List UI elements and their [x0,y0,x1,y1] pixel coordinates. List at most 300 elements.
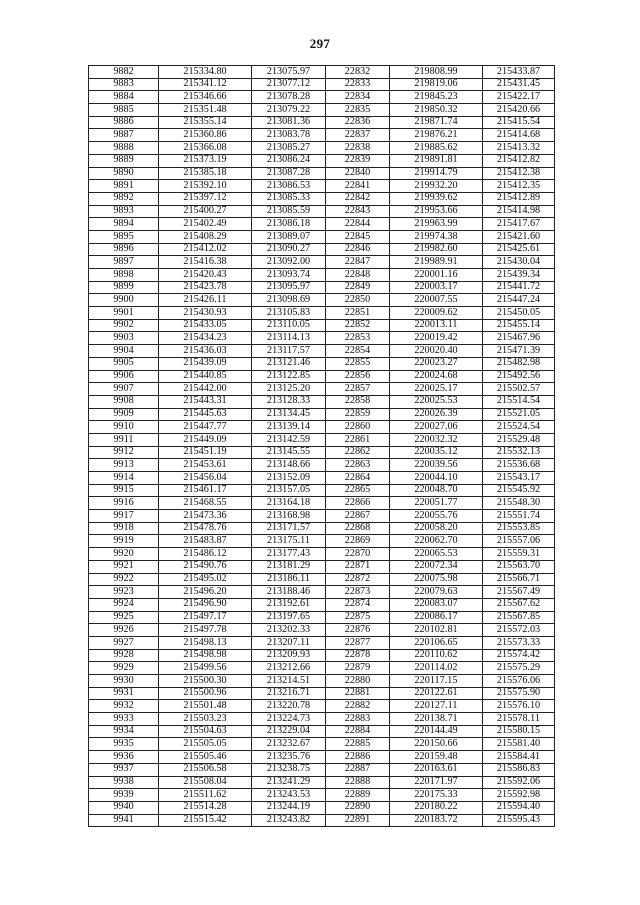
x-coordinate-2-cell: 219808.99 [390,66,483,79]
table-row [89,408,555,421]
point-number-2-cell: 22867 [326,510,390,523]
point-number-2-cell: 22879 [326,662,390,675]
y-coordinate-2-cell: 215502.57 [483,383,555,396]
x-coordinate-cell: 215385.18 [159,167,252,180]
point-number-2-cell: 22850 [326,294,390,307]
table-row [89,535,555,548]
x-coordinate-cell: 215498.13 [159,636,252,649]
point-number-2-cell: 22875 [326,611,390,624]
point-number-cell: 9939 [89,789,159,802]
y-coordinate-cell: 213122.85 [252,370,326,383]
point-number-cell: 9882 [89,66,159,79]
point-number-2-cell: 22841 [326,180,390,193]
x-coordinate-cell: 215397.12 [159,192,252,205]
table-row [89,611,555,624]
x-coordinate-cell: 215500.30 [159,675,252,688]
y-coordinate-2-cell: 215414.98 [483,205,555,218]
x-coordinate-2-cell: 220086.17 [390,611,483,624]
x-coordinate-cell: 215355.14 [159,116,252,129]
point-number-cell: 9928 [89,649,159,662]
x-coordinate-2-cell: 220001.16 [390,269,483,282]
x-coordinate-2-cell: 220110.62 [390,649,483,662]
x-coordinate-2-cell: 219953.66 [390,205,483,218]
point-number-2-cell: 22842 [326,192,390,205]
point-number-2-cell: 22833 [326,78,390,91]
y-coordinate-2-cell: 215471.39 [483,345,555,358]
table-row [89,586,555,599]
table-row [89,636,555,649]
y-coordinate-cell: 213175.11 [252,535,326,548]
y-coordinate-2-cell: 215578.11 [483,713,555,726]
y-coordinate-2-cell: 215412.38 [483,167,555,180]
table-row [89,801,555,814]
x-coordinate-2-cell: 219914.79 [390,167,483,180]
x-coordinate-cell: 215434.23 [159,332,252,345]
x-coordinate-cell: 215505.05 [159,738,252,751]
point-number-cell: 9927 [89,636,159,649]
x-coordinate-cell: 215499.56 [159,662,252,675]
x-coordinate-2-cell: 220180.22 [390,801,483,814]
point-number-2-cell: 22860 [326,421,390,434]
x-coordinate-cell: 215447.77 [159,421,252,434]
y-coordinate-cell: 213089.07 [252,230,326,243]
point-number-cell: 9916 [89,497,159,510]
x-coordinate-cell: 215360.86 [159,129,252,142]
point-number-cell: 9892 [89,192,159,205]
x-coordinate-cell: 215346.66 [159,91,252,104]
x-coordinate-cell: 215501.48 [159,700,252,713]
point-number-cell: 9901 [89,307,159,320]
x-coordinate-2-cell: 220019.42 [390,332,483,345]
point-number-2-cell: 22891 [326,814,390,827]
table-row [89,142,555,155]
x-coordinate-cell: 215433.05 [159,319,252,332]
y-coordinate-cell: 213090.27 [252,243,326,256]
point-number-cell: 9932 [89,700,159,713]
y-coordinate-2-cell: 215584.41 [483,751,555,764]
y-coordinate-2-cell: 215413.32 [483,142,555,155]
y-coordinate-2-cell: 215557.06 [483,535,555,548]
table-row [89,116,555,129]
point-number-2-cell: 22858 [326,395,390,408]
point-number-2-cell: 22869 [326,535,390,548]
point-number-2-cell: 22885 [326,738,390,751]
point-number-2-cell: 22888 [326,776,390,789]
point-number-2-cell: 22881 [326,687,390,700]
y-coordinate-cell: 213220.78 [252,700,326,713]
y-coordinate-cell: 213092.00 [252,256,326,269]
point-number-2-cell: 22839 [326,154,390,167]
point-number-cell: 9909 [89,408,159,421]
x-coordinate-cell: 215443.31 [159,395,252,408]
table-row [89,319,555,332]
table-row [89,78,555,91]
point-number-cell: 9899 [89,281,159,294]
y-coordinate-cell: 213229.04 [252,725,326,738]
y-coordinate-2-cell: 215455.14 [483,319,555,332]
y-coordinate-cell: 213232.67 [252,738,326,751]
point-number-cell: 9905 [89,357,159,370]
x-coordinate-2-cell: 220035.12 [390,446,483,459]
x-coordinate-2-cell: 220025.53 [390,395,483,408]
y-coordinate-2-cell: 215567.62 [483,598,555,611]
y-coordinate-cell: 213075.97 [252,66,326,79]
y-coordinate-cell: 213216.71 [252,687,326,700]
x-coordinate-2-cell: 220044.10 [390,472,483,485]
y-coordinate-cell: 213241.29 [252,776,326,789]
y-coordinate-cell: 213145.55 [252,446,326,459]
point-number-cell: 9940 [89,801,159,814]
y-coordinate-cell: 213093.74 [252,269,326,282]
point-number-cell: 9931 [89,687,159,700]
point-number-cell: 9934 [89,725,159,738]
x-coordinate-cell: 215408.29 [159,230,252,243]
x-coordinate-2-cell: 219871.74 [390,116,483,129]
point-number-cell: 9936 [89,751,159,764]
point-number-cell: 9919 [89,535,159,548]
x-coordinate-cell: 215478.76 [159,522,252,535]
y-coordinate-2-cell: 215529.48 [483,433,555,446]
x-coordinate-2-cell: 220009.62 [390,307,483,320]
point-number-2-cell: 22871 [326,560,390,573]
y-coordinate-cell: 213207.11 [252,636,326,649]
x-coordinate-2-cell: 220023.27 [390,357,483,370]
y-coordinate-2-cell: 215559.31 [483,548,555,561]
table-row [89,484,555,497]
point-number-cell: 9890 [89,167,159,180]
x-coordinate-cell: 215496.20 [159,586,252,599]
table-row [89,192,555,205]
point-number-cell: 9908 [89,395,159,408]
table-row [89,256,555,269]
point-number-2-cell: 22835 [326,104,390,117]
x-coordinate-2-cell: 220150.66 [390,738,483,751]
y-coordinate-cell: 213117.57 [252,345,326,358]
x-coordinate-cell: 215504.63 [159,725,252,738]
x-coordinate-cell: 215420.43 [159,269,252,282]
y-coordinate-2-cell: 215433.87 [483,66,555,79]
point-number-2-cell: 22852 [326,319,390,332]
y-coordinate-2-cell: 215575.29 [483,662,555,675]
x-coordinate-2-cell: 220114.02 [390,662,483,675]
y-coordinate-2-cell: 215592.06 [483,776,555,789]
table-row [89,725,555,738]
x-coordinate-2-cell: 220039.56 [390,459,483,472]
x-coordinate-cell: 215461.17 [159,484,252,497]
x-coordinate-cell: 215515.42 [159,814,252,827]
y-coordinate-cell: 213087.28 [252,167,326,180]
x-coordinate-2-cell: 220183.72 [390,814,483,827]
table-row [89,281,555,294]
y-coordinate-2-cell: 215420.66 [483,104,555,117]
y-coordinate-cell: 213079.22 [252,104,326,117]
point-number-cell: 9913 [89,459,159,472]
y-coordinate-2-cell: 215524.54 [483,421,555,434]
x-coordinate-2-cell: 220079.63 [390,586,483,599]
point-number-cell: 9906 [89,370,159,383]
x-coordinate-cell: 215514.28 [159,801,252,814]
table-row [89,66,555,79]
point-number-2-cell: 22880 [326,675,390,688]
point-number-cell: 9924 [89,598,159,611]
table-row [89,395,555,408]
y-coordinate-cell: 213098.69 [252,294,326,307]
y-coordinate-2-cell: 215543.17 [483,472,555,485]
point-number-2-cell: 22857 [326,383,390,396]
y-coordinate-2-cell: 215551.74 [483,510,555,523]
y-coordinate-2-cell: 215553.85 [483,522,555,535]
point-number-2-cell: 22883 [326,713,390,726]
point-number-cell: 9889 [89,154,159,167]
y-coordinate-2-cell: 215581.40 [483,738,555,751]
table-row [89,294,555,307]
y-coordinate-cell: 213214.51 [252,675,326,688]
point-number-cell: 9884 [89,91,159,104]
point-number-cell: 9926 [89,624,159,637]
x-coordinate-2-cell: 220055.76 [390,510,483,523]
x-coordinate-2-cell: 220026.39 [390,408,483,421]
x-coordinate-cell: 215468.55 [159,497,252,510]
point-number-cell: 9883 [89,78,159,91]
x-coordinate-2-cell: 220025.17 [390,383,483,396]
x-coordinate-2-cell: 220075.98 [390,573,483,586]
point-number-cell: 9935 [89,738,159,751]
y-coordinate-2-cell: 215576.06 [483,675,555,688]
point-number-2-cell: 22865 [326,484,390,497]
y-coordinate-2-cell: 215536.68 [483,459,555,472]
point-number-cell: 9888 [89,142,159,155]
x-coordinate-cell: 215426.11 [159,294,252,307]
table-row [89,675,555,688]
table-row [89,243,555,256]
x-coordinate-2-cell: 220032.32 [390,433,483,446]
x-coordinate-2-cell: 220024.68 [390,370,483,383]
x-coordinate-2-cell: 220122.61 [390,687,483,700]
point-number-2-cell: 22862 [326,446,390,459]
y-coordinate-cell: 213152.09 [252,472,326,485]
x-coordinate-cell: 215430.93 [159,307,252,320]
point-number-2-cell: 22840 [326,167,390,180]
y-coordinate-cell: 213164.18 [252,497,326,510]
table-row [89,459,555,472]
point-number-cell: 9922 [89,573,159,586]
point-number-cell: 9902 [89,319,159,332]
table-row [89,129,555,142]
table-row [89,598,555,611]
table-row [89,624,555,637]
y-coordinate-cell: 213128.33 [252,395,326,408]
point-number-2-cell: 22877 [326,636,390,649]
table-row [89,738,555,751]
point-number-cell: 9893 [89,205,159,218]
point-number-cell: 9894 [89,218,159,231]
point-number-cell: 9898 [89,269,159,282]
table-row [89,307,555,320]
y-coordinate-2-cell: 215414.68 [483,129,555,142]
table-row [89,700,555,713]
point-number-2-cell: 22873 [326,586,390,599]
y-coordinate-cell: 213171.57 [252,522,326,535]
y-coordinate-cell: 213110.05 [252,319,326,332]
x-coordinate-2-cell: 220138.71 [390,713,483,726]
y-coordinate-cell: 213224.73 [252,713,326,726]
x-coordinate-cell: 215442.00 [159,383,252,396]
point-number-cell: 9917 [89,510,159,523]
point-number-cell: 9896 [89,243,159,256]
point-number-cell: 9886 [89,116,159,129]
y-coordinate-2-cell: 215430.04 [483,256,555,269]
x-coordinate-2-cell: 219932.20 [390,180,483,193]
y-coordinate-2-cell: 215545.92 [483,484,555,497]
point-number-2-cell: 22848 [326,269,390,282]
y-coordinate-2-cell: 215412.82 [483,154,555,167]
x-coordinate-2-cell: 220175.33 [390,789,483,802]
point-number-2-cell: 22845 [326,230,390,243]
table-row [89,751,555,764]
y-coordinate-2-cell: 215415.54 [483,116,555,129]
y-coordinate-cell: 213105.83 [252,307,326,320]
x-coordinate-2-cell: 220171.97 [390,776,483,789]
table-row [89,332,555,345]
point-number-2-cell: 22868 [326,522,390,535]
table-row [89,370,555,383]
point-number-cell: 9923 [89,586,159,599]
table-row [89,104,555,117]
point-number-cell: 9885 [89,104,159,117]
x-coordinate-cell: 215453.61 [159,459,252,472]
y-coordinate-2-cell: 215567.85 [483,611,555,624]
point-number-2-cell: 22863 [326,459,390,472]
x-coordinate-cell: 215445.63 [159,408,252,421]
x-coordinate-cell: 215436.03 [159,345,252,358]
x-coordinate-cell: 215449.09 [159,433,252,446]
y-coordinate-cell: 213186.11 [252,573,326,586]
y-coordinate-2-cell: 215514.54 [483,395,555,408]
point-number-2-cell: 22887 [326,763,390,776]
x-coordinate-2-cell: 220003.17 [390,281,483,294]
y-coordinate-cell: 213121.46 [252,357,326,370]
y-coordinate-2-cell: 215412.89 [483,192,555,205]
table-row [89,167,555,180]
x-coordinate-cell: 215495.02 [159,573,252,586]
x-coordinate-cell: 215412.02 [159,243,252,256]
point-number-2-cell: 22889 [326,789,390,802]
table-row [89,789,555,802]
y-coordinate-2-cell: 215447.24 [483,294,555,307]
point-number-2-cell: 22890 [326,801,390,814]
point-number-cell: 9930 [89,675,159,688]
x-coordinate-2-cell: 219891.81 [390,154,483,167]
point-number-2-cell: 22876 [326,624,390,637]
y-coordinate-2-cell: 215594.40 [483,801,555,814]
y-coordinate-2-cell: 215580.15 [483,725,555,738]
y-coordinate-2-cell: 215586.83 [483,763,555,776]
y-coordinate-2-cell: 215467.96 [483,332,555,345]
x-coordinate-2-cell: 220102.81 [390,624,483,637]
point-number-2-cell: 22854 [326,345,390,358]
x-coordinate-cell: 215351.48 [159,104,252,117]
y-coordinate-cell: 213095.97 [252,281,326,294]
point-number-2-cell: 22874 [326,598,390,611]
x-coordinate-cell: 215334.80 [159,66,252,79]
table-row [89,91,555,104]
table-row [89,345,555,358]
x-coordinate-2-cell: 219989.91 [390,256,483,269]
x-coordinate-2-cell: 220083.07 [390,598,483,611]
table-row [89,433,555,446]
point-number-cell: 9937 [89,763,159,776]
table-row [89,357,555,370]
y-coordinate-cell: 213086.53 [252,180,326,193]
y-coordinate-cell: 213181.29 [252,560,326,573]
point-number-cell: 9918 [89,522,159,535]
x-coordinate-2-cell: 220051.77 [390,497,483,510]
point-number-2-cell: 22843 [326,205,390,218]
y-coordinate-2-cell: 215573.33 [483,636,555,649]
x-coordinate-cell: 215498.98 [159,649,252,662]
point-number-2-cell: 22882 [326,700,390,713]
x-coordinate-2-cell: 219845.23 [390,91,483,104]
x-coordinate-cell: 215373.19 [159,154,252,167]
table-row [89,713,555,726]
point-number-cell: 9900 [89,294,159,307]
point-number-cell: 9912 [89,446,159,459]
y-coordinate-2-cell: 215572.03 [483,624,555,637]
table-row [89,154,555,167]
y-coordinate-cell: 213134.45 [252,408,326,421]
page-number: 297 [309,36,331,51]
point-number-cell: 9921 [89,560,159,573]
x-coordinate-cell: 215341.12 [159,78,252,91]
point-number-2-cell: 22836 [326,116,390,129]
point-number-2-cell: 22838 [326,142,390,155]
y-coordinate-cell: 213192.61 [252,598,326,611]
table-row [89,510,555,523]
x-coordinate-cell: 215451.19 [159,446,252,459]
y-coordinate-2-cell: 215425.61 [483,243,555,256]
point-number-cell: 9933 [89,713,159,726]
coordinates-table [88,65,555,827]
x-coordinate-cell: 215505.46 [159,751,252,764]
table-row [89,497,555,510]
y-coordinate-2-cell: 215482.98 [483,357,555,370]
point-number-2-cell: 22861 [326,433,390,446]
point-number-cell: 9887 [89,129,159,142]
x-coordinate-cell: 215483.87 [159,535,252,548]
point-number-cell: 9925 [89,611,159,624]
y-coordinate-2-cell: 215492.56 [483,370,555,383]
y-coordinate-cell: 213125.20 [252,383,326,396]
x-coordinate-2-cell: 220027.06 [390,421,483,434]
point-number-2-cell: 22872 [326,573,390,586]
y-coordinate-cell: 213244.19 [252,801,326,814]
table-row [89,383,555,396]
point-number-cell: 9907 [89,383,159,396]
y-coordinate-2-cell: 215592.98 [483,789,555,802]
x-coordinate-cell: 215486.12 [159,548,252,561]
y-coordinate-cell: 213085.59 [252,205,326,218]
point-number-cell: 9891 [89,180,159,193]
coordinates-table-body [89,66,555,827]
x-coordinate-2-cell: 220020.40 [390,345,483,358]
y-coordinate-cell: 213209.93 [252,649,326,662]
x-coordinate-2-cell: 220117.15 [390,675,483,688]
y-coordinate-cell: 213083.78 [252,129,326,142]
y-coordinate-2-cell: 215521.05 [483,408,555,421]
x-coordinate-cell: 215416.38 [159,256,252,269]
table-row [89,662,555,675]
point-number-2-cell: 22846 [326,243,390,256]
